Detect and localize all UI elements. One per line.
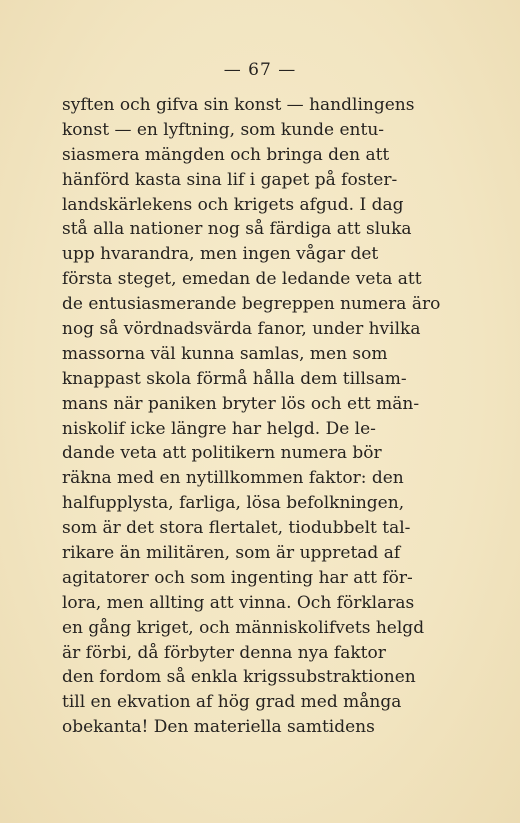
- text-line: dande veta att politikern numera bör: [62, 443, 382, 464]
- page-number: — 67 —: [223, 60, 297, 80]
- text-line: de entusiasmerande begreppen numera äro: [62, 294, 441, 315]
- text-line: stå alla nationer nog så färdiga att sluka: [62, 219, 412, 240]
- text-line: hänförd kasta sina lif i gapet på foster-: [62, 169, 398, 190]
- text-line: rikare än militären, som är uppretad af: [62, 543, 401, 564]
- text-line: den fordom så enkla krigssubstraktionen: [62, 667, 416, 688]
- text-line: syften och gifva sin konst — handlingens: [62, 95, 415, 115]
- text-line: en gång kriget, och människolifvets helgd: [62, 617, 425, 638]
- text-line: nog så vördnadsvärda fanor, under hvilka: [62, 319, 421, 340]
- text-line: lora, men allting att vinna. Och förklaras: [62, 592, 415, 613]
- text-line: räkna med en nytillkommen faktor: den: [62, 468, 404, 489]
- text-line: knappast skola förmå hålla dem tillsam-: [62, 368, 407, 389]
- text-line: som är det stora flertalet, tiodubbelt tal-: [62, 518, 411, 539]
- body-text: [62, 93, 452, 740]
- text-line: första steget, emedan de ledande veta att: [62, 269, 422, 290]
- text-line: mans när paniken bryter lös och ett män-: [62, 393, 420, 414]
- text-line: är förbi, då förbyter denna nya faktor: [62, 642, 386, 663]
- text-line: konst — en lyftning, som kunde entu-: [62, 119, 385, 140]
- text-line: landskärlekens och krigets afgud. I dag: [62, 194, 404, 215]
- text-line: siasmera mängden och bringa den att: [62, 144, 390, 165]
- text-line: upp hvarandra, men ingen vågar det: [62, 244, 379, 265]
- text-line: agitatorer och som ingenting har att för-: [62, 567, 413, 588]
- text-line: till en ekvation af hög grad med många: [62, 692, 402, 713]
- text-line: obekanta! Den materiella samtidens: [62, 717, 375, 738]
- text-line: halfupplysta, farliga, lösa befolkningen,: [62, 493, 405, 514]
- text-line: massorna väl kunna samlas, men som: [62, 343, 388, 364]
- text-line: niskolif icke längre har helgd. De le-: [62, 418, 376, 439]
